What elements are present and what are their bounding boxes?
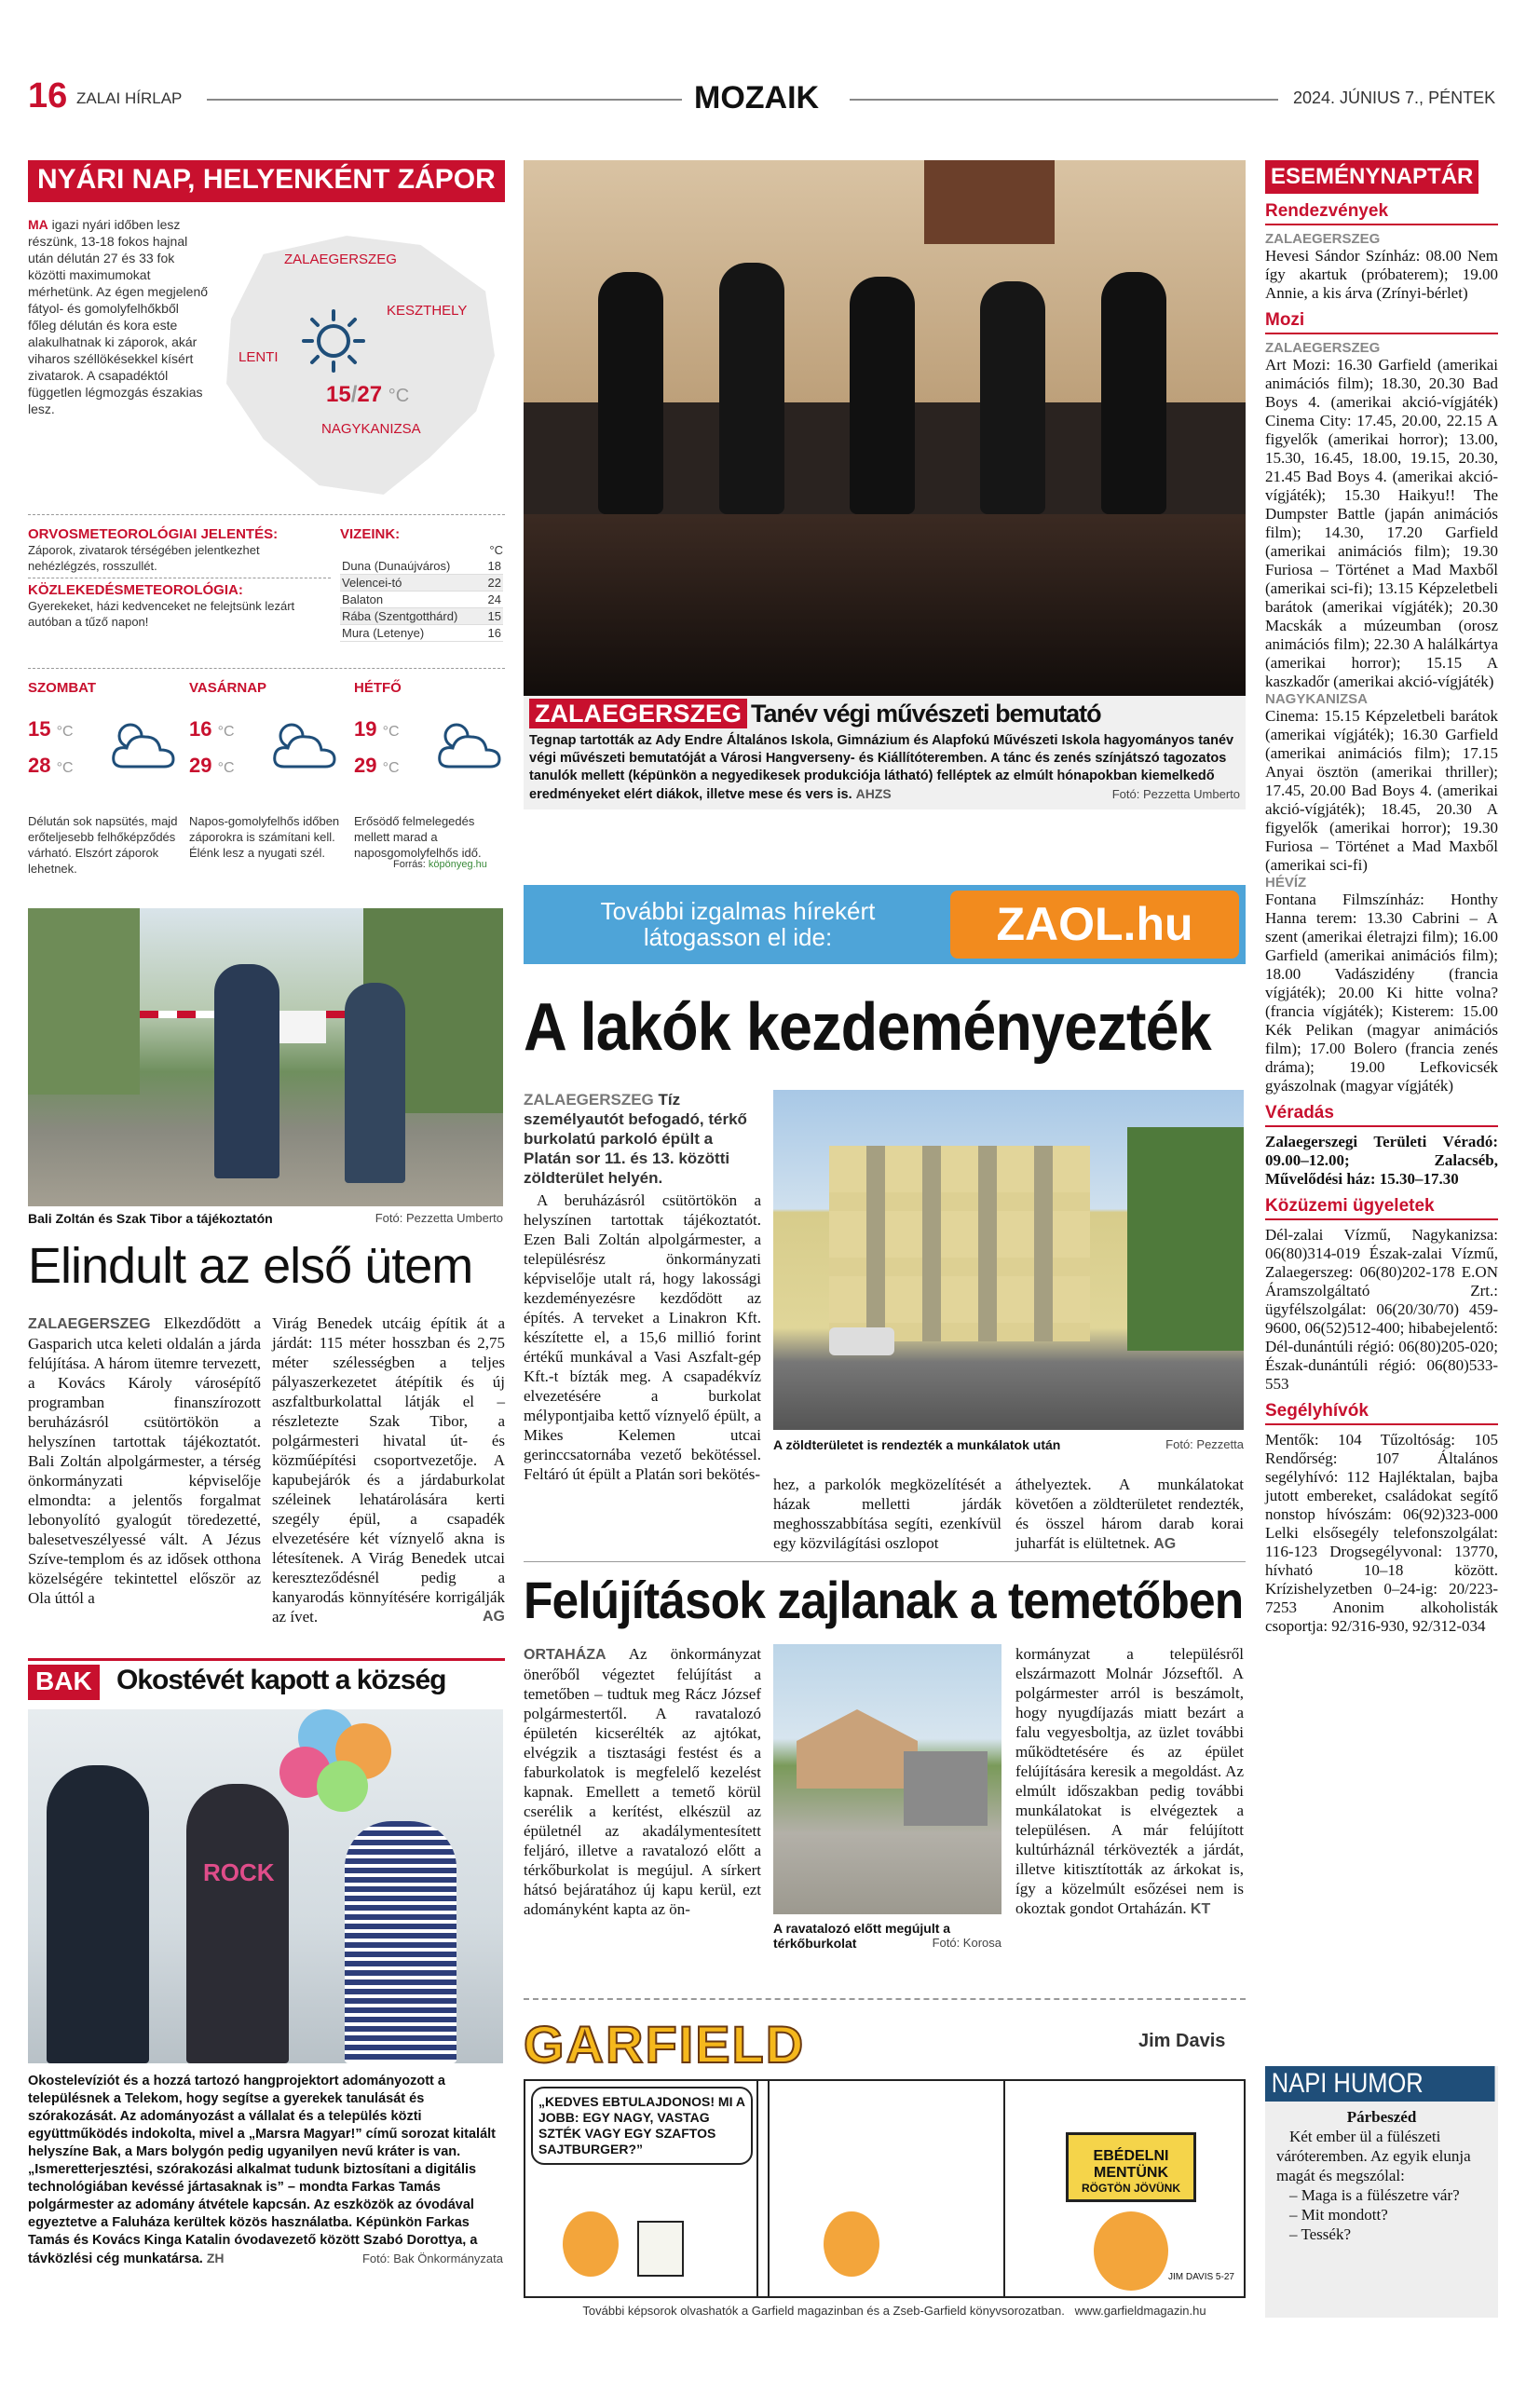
bali-credit: Fotó: Pezzetta Umberto	[375, 1211, 503, 1225]
bak-sig: ZH	[206, 2251, 225, 2265]
temeto-kw: ORTAHÁZA	[524, 1647, 606, 1663]
garfield-note: JIM DAVIS 5-27	[1168, 2272, 1234, 2282]
weather-reports	[28, 526, 331, 630]
bak-caption-text: Okostelevíziót és a hozzá tartozó hangprojektort adományozott a településnek a Telekom, hogy segítse a gyerekek tanulását és szórakozását. Az adományozást a vállalat és a település közti együttműködés indokolta, mivel a „Marsra Magyar!” című sorozat kitalált helyszíne Bak, a Mars bolygón pedig ugyanilyen nevű kráter is van. „Ismeretterjesztési, szórakozási alkalmat tudunk biztosítani a digitális technológiában kevéssé jártasaknak is” – mondta Farkas Tamás polgármester az adomány átvétele kapcsán. Az eszközök az óvodával egyeztetve a Faluháza kerültek közös használatba. Képünkön Farkas Tamás és Kovács Kinga Katalin óvodavezető között Szabó Dorottya, a távközlési cég munkatársa.	[28, 2074, 496, 2266]
vizeink-temp: 24	[483, 592, 503, 608]
vizeink-temp: 16	[483, 625, 503, 642]
kozl-text: Gyerekeket, házi kedvenceket ne felejtsünk lezárt autóban a tűző napon!	[28, 599, 295, 629]
issue-date: 2024. JÚNIUS 7., PÉNTEK	[1293, 88, 1496, 107]
temeto-title: Felújítások zajlanak a temetőben	[524, 1571, 1244, 1629]
humor-subtitle: Párbeszéd	[1346, 2108, 1417, 2126]
weather-title: NYÁRI NAP, HELYENKÉNT ZÁPOR	[28, 160, 505, 202]
orvos-heading: ORVOSMETEOROLÓGIAI JELENTÉS:	[28, 526, 279, 542]
humor-line4: – Tessék?	[1289, 2225, 1352, 2243]
lakok-col1: A beruházásról csütörtökön a helyszínen tartottak tájékoztatót. Ezen Bali Zoltán alpolgármester, a településrész önkormányzati képviselője utalt rá, hogy lakossági kezdeményezésre kezdődött az építés. A terveket a Linakron Kft. készítette el, a 15,6 millió forint értékű munkával a Vasi Aszfalt-gép Kft.-t bízták meg. A csapadékvíz elvezetésére a burkolat mélypontjaiba kettő víznyelő épült, a Mikes Kelemen utcai gerinccsatornába vezető bekötéssel. Feltáró út épült a Platán sori bekötés-	[524, 1191, 761, 1483]
section-title: MOZAIK	[694, 80, 820, 116]
temeto-caption	[773, 1921, 1001, 1951]
page-number: 16	[28, 76, 68, 116]
map-low: 15	[326, 382, 351, 407]
map-nagykanizsa: NAGYKANIZSA	[321, 421, 421, 437]
forecast-unit: °C	[382, 724, 400, 740]
bak-rule	[28, 1658, 505, 1661]
bak-shirt-print: ROCK	[203, 1858, 275, 1886]
lakok-col3	[1015, 1475, 1244, 1554]
dance-sig: AHZS	[855, 786, 892, 801]
kozuzemi-text: Dél-zalai Vízmű, Nagykanizsa: 06(80)314-019 Észak-zalai Vízmű, Zalaegerszeg: 06(80)202-178 E.ON Áramszolgáltató Zrt.: ügyfélszolgálat: 06(20/30/70) 459-9600, 06(52)512-400; hibabejelentő: Dél-dunántúli régió: 06(80)205-020; Észak-dunántúli régió: 06(80)533-553	[1265, 1226, 1498, 1393]
forecast-text: Napos-gomolyfelhős időben záporokra is számítani kell. Élénk lesz a nyugati szél.	[189, 814, 340, 860]
garfield-logo: GARFIELD	[524, 2015, 806, 2074]
garfield-sign-line1: EBÉDELNI MENTÜNK	[1093, 2148, 1169, 2181]
garfield-rule	[524, 1998, 1246, 2000]
lakok-lead-text: Tíz személyautót befogadó, térkő burkolatú parkoló épült a Platán sor 11. és 13. közötti zöldterület helyén.	[524, 1091, 747, 1187]
mozi-city-heviz: HÉVÍZ	[1265, 875, 1307, 891]
veradas-text: Zalaegerszegi Területi Véradó: 09.00–12.00; Zalacséb, Művelődési ház: 15.30–17.30	[1265, 1133, 1498, 1188]
forecast-unit: °C	[382, 760, 400, 776]
lakok-title: A lakók kezdeményezték	[524, 990, 1211, 1065]
temeto-col1	[524, 1644, 761, 1919]
bali-sig: AG	[483, 1609, 505, 1625]
dance-badge: ZALAEGERSZEG	[529, 699, 747, 728]
events-column	[1265, 160, 1498, 1636]
forecast-text: Délután sok napsütés, majd erőteljesebb felhőképződés várható. Elszórt záporok lehetnek.	[28, 814, 178, 876]
forecast-low: 19	[354, 717, 377, 741]
vizeink-row	[340, 625, 503, 642]
vizeink-row	[340, 608, 503, 625]
bak-photo	[28, 1709, 503, 2063]
map-zalaegerszeg: ZALAEGERSZEG	[284, 252, 397, 267]
dance-credit: Fotó: Pezzetta Umberto	[1111, 787, 1240, 801]
garfield-sign-line2: RÖGTÖN JÖVÜNK	[1081, 2182, 1180, 2195]
lakok-col3-text: áthelyeztek. A munkálatokat követően a zöldterületet rendezték, és összel három darab korai juharfát is elültetnek.	[1015, 1476, 1244, 1552]
weather-lead-text: igazi nyári időben lesz részünk, 13-18 fokos hajnal után délután 27 és 33 fok közötti maximumokat mérhetünk. Az égen megjelenő fátyol- és gomolyfelhőkből főleg délután és kora este alakulhatnak ki záporok, akár viharos széllökésekkel kísért zivatarok. A csapadéktól független légmozgás északias lesz.	[28, 217, 209, 416]
mozi-city-zeg: ZALAEGERSZEG	[1265, 340, 1381, 356]
weather-lead	[28, 216, 210, 417]
vizeink-heading: VIZEINK:	[340, 526, 401, 542]
forecast-high: 29	[354, 754, 377, 777]
dance-text: Tegnap tartották az Ady Endre Általános Iskola, Gimnázium és Alapfokú Művészeti Iskola hagyományos tanév végi művészeti bemutatóját a Városi Hangverseny- és Kiállítóteremben. A tánc és zenés színjátszó tagozatos tanulók mellett (képünkön a negyedikesek produkciója látható) felléptek az elmúlt hónapokban kiemelkedő eredményeket elért diákok, illetve mese és vers is.	[529, 733, 1234, 802]
garfield-footer	[559, 2304, 1230, 2318]
lakok-kw: ZALAEGERSZEG	[524, 1091, 654, 1109]
garfield-footer-text: További képsorok olvashatók a Garfield magazinban és a Zseb-Garfield könyvsorozatban.	[582, 2304, 1065, 2318]
map-keszthely: KESZTHELY	[387, 303, 468, 319]
bali-caption-text: Bali Zoltán és Szak Tibor a tájékoztatón	[28, 1211, 273, 1226]
paper-name: ZALAI HÍRLAP	[76, 89, 183, 107]
lakok-sig: AG	[1153, 1536, 1177, 1552]
vizeink	[340, 526, 503, 642]
forecast-day-name: SZOMBAT	[28, 680, 97, 696]
temeto-sig: KT	[1190, 1901, 1211, 1917]
weather-divider	[28, 514, 505, 515]
dance-heading	[524, 696, 1246, 809]
vizeink-name: Balaton	[340, 592, 483, 608]
rendezvenyek-city: ZALAEGERSZEG	[1265, 231, 1381, 247]
dance-title: Tanév végi művészeti bemutató	[751, 700, 1101, 728]
bali-caption	[28, 1211, 503, 1226]
mozi-city-nk: NAGYKANIZSA	[1265, 691, 1369, 707]
partly-cloudy-icon	[429, 713, 508, 778]
header-rule-right	[850, 99, 1278, 101]
bali-col2-text: Virág Benedek utcáig építik át a járdát: 115 méter hosszban és 2,75 méter szélességben a teljes pályaszerkezetet átépítik és új aszfaltburkolattal látják el – részletezte Szak Tibor, a polgármesteri hivatal út- és közműépítési csoportvezetője. A kapubejárók és a járdaburkolat széleinek lehatárolására kerti szegély épül, a csapadék elvezetésére két víznyelő akna is létesítenek. A Virág Benedek utcai kereszteződésnél pedig a kanyarodás könnyítésére korrigálják az ívet.	[272, 1314, 505, 1626]
bali-col1	[28, 1313, 261, 1608]
rendezvenyek-text: Hevesi Sándor Színház: 08.00 Nem így akartuk (próbaterem); 19.00 Annie, a kis árva (Zrínyi-bérlet)	[1265, 247, 1498, 302]
garfield-strip	[524, 2079, 1246, 2298]
vizeink-temp: 15	[483, 608, 503, 625]
orvos-text: Záporok, zivatarok térségében jelentkezhet nehézlégzés, rosszullét.	[28, 543, 260, 573]
map-high: 27	[357, 382, 383, 407]
weather-divider-2	[28, 668, 505, 669]
garfield-author: Jim Davis	[1138, 2031, 1226, 2051]
temeto-caption-text: A ravatalozó előtt megújult a térkőburkolat	[773, 1921, 951, 1951]
vizeink-name: Mura (Letenye)	[340, 625, 483, 642]
lakok-col2: hez, a parkolók megközelítését a házak melletti járdák meghosszabbítása segíti, ezenkívül egy közvilágítási oszlopot	[773, 1476, 1001, 1552]
dance-photo	[524, 160, 1246, 696]
forecast-unit: °C	[56, 724, 74, 740]
vizeink-row	[340, 558, 503, 575]
temeto-photo	[773, 1644, 1001, 1914]
bali-col2	[272, 1313, 505, 1626]
source-logo: köpönyeg.hu	[428, 859, 487, 870]
bali-title: Elindult az első ütem	[28, 1238, 473, 1294]
vizeink-temp: 18	[483, 558, 503, 575]
segelyhivok-text: Mentők: 104 Tűzoltóság: 105 Rendőrség: 107 Általános segélyhívó: 112 Hajléktalan, bajba jutott embereket, családokat segítő nonstop hívószám: 06(92)323-000 Lelki elsősegély telefonszolgálat: 116-123 Drogsegélyvonal: 13770, hívható 10–18 között. Krízishelyzetben 0–24-ig: 20/223-7253 Anonim alkoholisták csoportja: 92/316-930, 92/312-034	[1265, 1431, 1498, 1635]
vizeink-name: Duna (Dunaújváros)	[340, 558, 483, 575]
mozi-heading: Mozi	[1265, 310, 1498, 334]
temeto-col3-text: kormányzat a településről elszármazott Molnár Józseftől. A polgármester arról is beszámolt, hogy nyugdíjazás miatt bezárt a falu vegyesboltja, az üzlet további működtetésére és az épület felújítására keresik a megoldást. Az elmúlt időszakban pedig további munkálatokat is elvégeztek a településen. A már felújított kultúrháznál térkövezték a járdát, illetve kitisztították az árkokat is, így a közelmúlt esőzései nem is okoztak gondot Ortaházán.	[1015, 1645, 1244, 1917]
forecast-day-name: VASÁRNAP	[189, 680, 267, 696]
forecast-text: Erősödő felmelegedés mellett marad a naposgomolyfelhős idő.	[354, 814, 482, 860]
rendezvenyek-heading: Rendezvények	[1265, 201, 1498, 225]
vizeink-temp: 22	[483, 575, 503, 592]
garfield-bubble: „KEDVES EBTULAJDONOS! MI A JOBB: EGY NAGY, VASTAG SZTÉK VAGY EGY SZAFTOS SAJTBURGER?”	[531, 2087, 753, 2165]
forecast-unit: °C	[56, 760, 74, 776]
forecast-low: 16	[189, 717, 212, 741]
forecast-day	[28, 680, 182, 877]
segelyhivok-heading: Segélyhívók	[1265, 1401, 1498, 1425]
weather-source: Forrás: köpönyeg.hu	[393, 859, 487, 870]
zaol-banner[interactable]	[524, 885, 1246, 964]
humor-line1: Két ember ül a fülészeti váróteremben. Az egyik elunja magát és megszólal:	[1276, 2128, 1471, 2184]
garfield-url[interactable]: www.garfieldmagazin.hu	[1074, 2304, 1206, 2318]
partly-cloudy-icon	[102, 713, 182, 778]
forecast-unit: °C	[217, 760, 235, 776]
veradas-heading: Véradás	[1265, 1103, 1498, 1127]
temeto-col3	[1015, 1644, 1244, 1919]
forecast-day-name: HÉTFŐ	[354, 680, 402, 696]
garfield-sign	[1066, 2132, 1196, 2202]
bak-badge: BAK	[28, 1665, 100, 1700]
bak-title: Okostévét kapott a község	[116, 1665, 446, 1695]
zaol-line1: További izgalmas hírekért	[600, 897, 876, 925]
bali-photo	[28, 908, 503, 1206]
vizeink-row	[340, 592, 503, 608]
forecast-day	[354, 680, 508, 861]
temeto-rule	[524, 1561, 1246, 1562]
map-unit: °C	[388, 386, 410, 406]
zaol-line2: látogasson el ide:	[643, 923, 833, 951]
bak-caption	[28, 2073, 503, 2268]
temeto-credit: Fotó: Korosa	[932, 1936, 1001, 1950]
vizeink-row	[340, 575, 503, 592]
header-rule-left	[207, 99, 682, 101]
lakok-credit: Fotó: Pezzetta	[1165, 1437, 1244, 1451]
kozl-heading: KÖZLEKEDÉSMETEOROLÓGIA:	[28, 582, 243, 598]
lakok-photo	[773, 1090, 1244, 1430]
mozi-text-zeg: Art Mozi: 16.30 Garfield (amerikai animációs film); 18.30, 20.30 Bad Boys 4. (amerikai akció-vígjáték) Cinema City: 17.45, 20.00, 22.15 A figyelők (amerikai horror); 13.00, 15.30, 16.45, 18.00, 19.15, 20.30, 21.45 Bad Boys 4. (amerikai akció-vígjáték); 15.30 Haikyu!! The Dumpster Battle (japán animációs film); 14.30, 17.20 Garfield (amerikai animációs film); 19.30 Furiosa – Történet a Mad Maxből (amerikai sci-fi); 13.15 Képzeletbeli barátok (amerikai vígjáték); 20.30 Macskák a múzeumban (orosz animációs film); 22.30 A halálkártya (amerikai horror); 15.15 A kaszkadőr (amerikai akció-vígjáték)	[1265, 356, 1498, 690]
vizeink-unit: °C	[489, 543, 503, 557]
humor-title: NAPI HUMOR	[1265, 2066, 1495, 2102]
vizeink-name: Rába (Szentgotthárd)	[340, 608, 483, 625]
map-lenti: LENTI	[238, 349, 279, 365]
lakok-caption-text: A zöldterületet is rendezték a munkálatok után	[773, 1437, 1061, 1452]
vizeink-table	[340, 558, 503, 642]
temeto-col1-text: Az önkormányzat önerőből végeztet felújítást a temetőben – tudtuk meg Rácz József polgármestertől. A ravatalozó épületén kicserélték az ajtókat, elvégzik a tisztasági festést és a faburkolatok is megfelelő kezelést kapnak. Emellett a temető körül cserélik a kerítést, elkészül az épületnél az akadálymentesített feljáró, illetve a ravatalozó előtt a térkőburkolat is megújul. A sírkert hátsó bejáratához új kapu kerül, ezt adományként kapta az ön-	[524, 1645, 761, 1918]
zaol-brand[interactable]: ZAOL.hu	[950, 891, 1239, 959]
bali-col1-text: Elkezdődött a Gasparich utca keleti oldalán a járda felújítása. A három ütemre tervezett, a Kovács Károly városépítő programban finanszírozott beruházásról csütörtökön a helyszínen tartottak tájékoztatót. Bali Zoltán alpolgármester, a térség önkormányzati képviselője elmondta: a jelentős forgalmat lebonyolító gyalogút töredezetté, balesetveszélyessé vált. A Jézus Szíve-templom és az idősek otthona közelségére tekintettel először az Ola úttól a	[28, 1314, 261, 1607]
partly-cloudy-icon	[264, 713, 343, 778]
forecast-unit: °C	[217, 724, 235, 740]
mozi-text-nk: Cinema: 15.15 Képzeletbeli barátok (amerikai vígjáték); 16.30 Garfield (amerikai animációs film); 17.15 Anyai ösztön (amerikai thriller); 17.45, 20.00 Bad Boys 4. (amerikai akció-vígjáték); 18.45, 20.30 A figyelők (amerikai horror); 19.30 Furiosa – Történet a Mad Maxből (amerikai sci-fi)	[1265, 707, 1498, 874]
lakok-caption	[773, 1437, 1244, 1452]
sun-icon	[300, 307, 367, 374]
weather-lead-kw: MA	[28, 217, 48, 232]
lakok-lead	[524, 1090, 761, 1188]
humor-line3: – Mit mondott?	[1289, 2206, 1388, 2224]
forecast-day	[189, 680, 343, 861]
bak-credit: Fotó: Bak Önkormányzata	[361, 2252, 503, 2265]
humor-box	[1265, 2066, 1498, 2318]
vizeink-name: Velencei-tó	[340, 575, 483, 592]
events-title: ESEMÉNYNAPTÁR	[1265, 160, 1478, 194]
map-temps: 15/27 °C	[326, 382, 410, 407]
kozuzemi-heading: Közüzemi ügyeletek	[1265, 1196, 1498, 1220]
bali-kw: ZALAEGERSZEG	[28, 1316, 151, 1332]
forecast-high: 29	[189, 754, 212, 777]
forecast-low: 15	[28, 717, 51, 741]
mozi-text-heviz: Fontana Filmszínház: Honthy Hanna terem: 13.30 Cabrini – A szent (amerikai életrajzi film); 16.00 Garfield (amerikai animációs film); 18.00 Vadászidény (francia vígjáték); 20.00 Ki hitte volna? (francia vígjáték); Kisterem: 15.00 Kék Pelikan (magyar animációs film); 17.00 Bolero (francia zenés dráma); 19.00 Lefkovicsék gyászolnak (magyar vígjáték)	[1265, 891, 1498, 1095]
humor-line2: – Maga is a fülészetre vár?	[1289, 2186, 1460, 2204]
forecast-high: 28	[28, 754, 51, 777]
